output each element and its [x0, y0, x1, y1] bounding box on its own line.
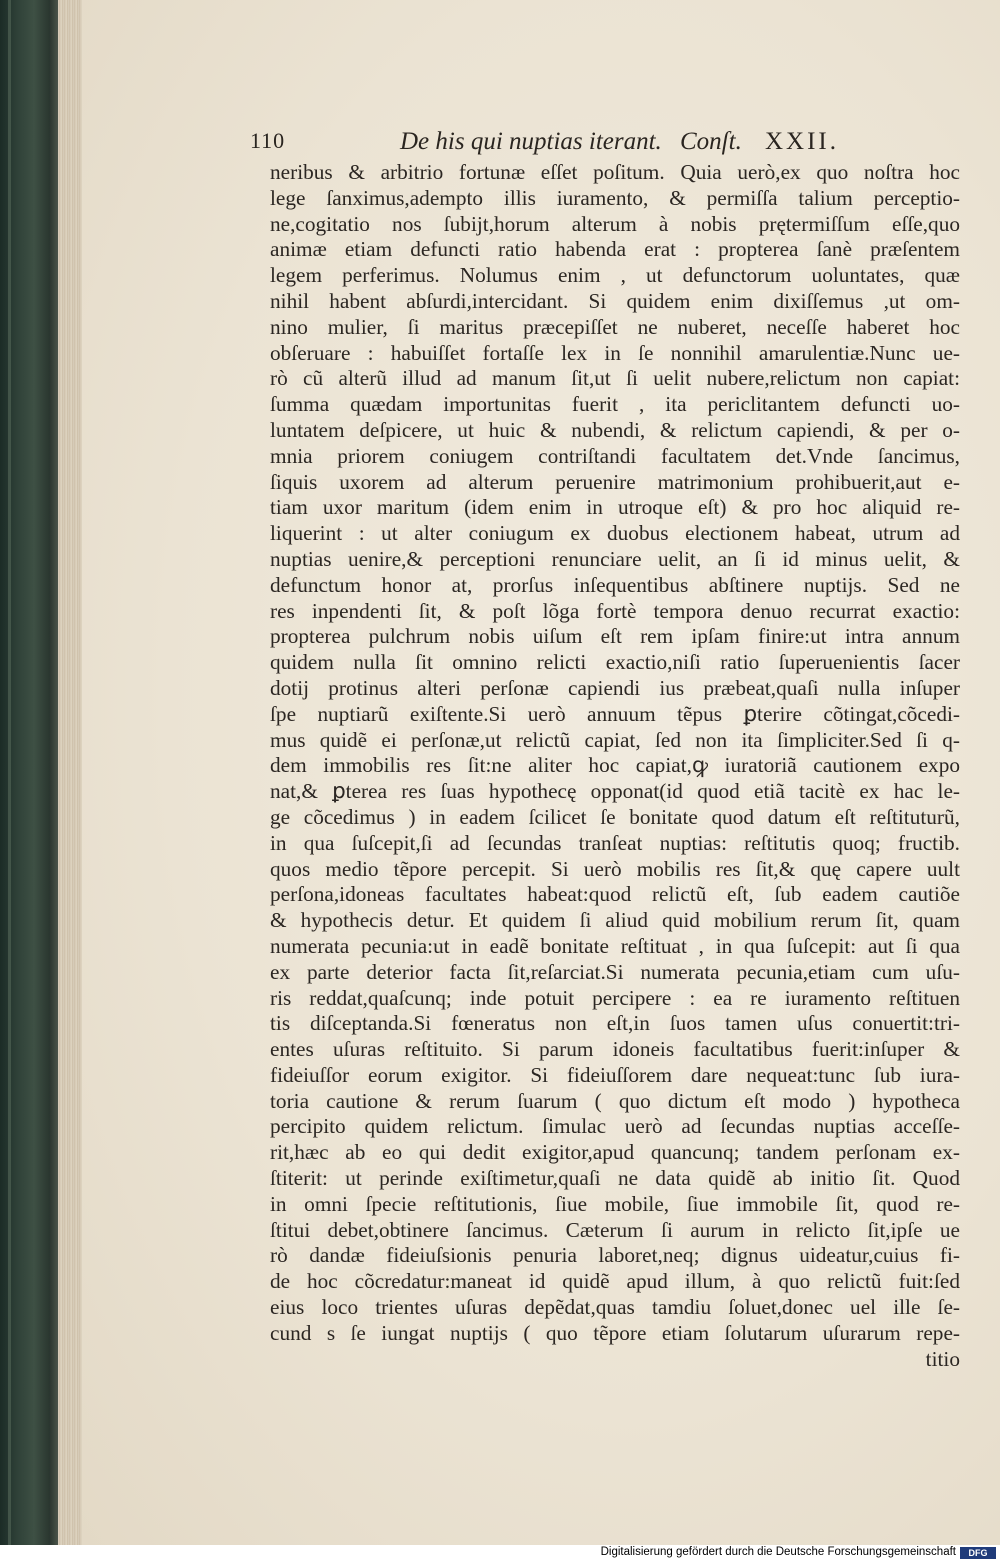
text-line: obſeruare : habuiſſet fortaſſe lex in ſe nonnihil amarulentiæ.Nunc ue- — [270, 340, 960, 365]
text-line: neribus & arbitrio fortunæ eſſet poſitum. Quia uerò,ex quo noſtra hoc — [270, 160, 960, 184]
text-line: percipito quidem relictum. ſimulac uerò ad ſecundas nuptias acceſſe- — [270, 1114, 960, 1139]
text-line: ſtitui debet,obtinere ſancimus. Cæterum ſi aurum in relicto ſit,ipſe ue — [270, 1217, 960, 1242]
constitution-number: XXII. — [765, 128, 840, 155]
text-line: res inpendenti ſit, & poſt lõga fortè tempora denuo recurrat exactio: — [270, 598, 960, 623]
text-line: & hypothecis detur. Et quidem ſi aliud quid mobilium rerum ſit, quam — [270, 908, 960, 933]
text-line: titio — [925, 1346, 960, 1371]
page-header — [250, 128, 910, 160]
text-line: perſona,idoneas facultates habeat:quod relictũ eſt, ſub eadem cautiõe — [270, 882, 960, 907]
funding-credit: Digitalisierung gefördert durch die Deutsche Forschungsgemeinschaft — [600, 1546, 956, 1558]
text-line: nino mulier, ſi maritus præcepiſſet ne nuberet, neceſſe haberet hoc — [270, 314, 960, 339]
text-line: tis diſceptanda.Si fœneratus non eſt,in ſuos tamen uſus conuertit:tri- — [270, 1011, 960, 1036]
text-line: luntatem deſpicere, ut huic & nubendi, & relictum capiendi, & per o- — [270, 417, 960, 442]
text-line: ſpe nuptiarũ exiſtente.Si uerò annuum tẽpus ꝑterire cõtingat,cõcedi- — [270, 701, 960, 726]
text-line: eius loco trientes uſuras depẽdat,quas tamdiu ſoluet,donec uel ille ſe- — [270, 1295, 960, 1320]
text-line: nihil habent abſurdi,intercidant. Si quidem enim dixiſſemus ,ut om- — [270, 288, 960, 313]
text-line: mus quidẽ ei perſonæ,ut relictũ capiat, ſed non ita ſimpliciter.Sed ſi q- — [270, 727, 960, 752]
text-line: dem immobilis res ſit:ne aliter hoc capiat,ꝙ iuratoriã cautionem expo — [270, 753, 960, 778]
text-line: entes uſuras reſtituito. Si parum idoneis facultatibus fuerit:inſuper & — [270, 1037, 960, 1062]
text-line: in omni ſpecie reſtitutionis, ſiue mobile, ſiue immobile ſit, quod re- — [270, 1191, 960, 1216]
text-line: animæ etiam defuncti ratio habenda erat : propterea ſanè præſentem — [270, 237, 960, 262]
text-line: dotij protinus alteri perſonæ capiendi ius præbeat,quaſi nulla inſuper — [270, 675, 960, 700]
text-line: liquerint : ut alter coniugum ex duobus electionem habeat, utrum ad — [270, 521, 960, 546]
text-line: in qua ſuſcepit,ſi ad ſecundas tranſeat nuptias: reſtitutis quoq; fructib. — [270, 830, 960, 855]
text-line: propterea pulchrum nobis uiſum eſt rem ipſam finire:ut intra annum — [270, 624, 960, 649]
text-line: quidem nulla ſit omnino relicti exactio,niſi ratio ſuperuenientis ſacer — [270, 650, 960, 675]
text-line: legem perferimus. Nolumus enim , ut defunctorum uoluntates, quæ — [270, 263, 960, 288]
book-spine — [0, 0, 62, 1545]
text-line: fideiuſſor eorum exigitor. Si fideiuſſorem dare nequeat:tunc ſub iura- — [270, 1062, 960, 1087]
text-line: de hoc cõcredatur:maneat id quidẽ apud illum, à quo relictũ fuit:ſed — [270, 1269, 960, 1294]
text-line: rò cũ alterũ illud ad manum ſit,ut ſi uelit nubere,relictum non capiat: — [270, 366, 960, 391]
text-line: rit,hæc ab eo qui dedit exigitor,apud quancunq; tandem perſonam ex- — [270, 1140, 960, 1165]
text-line: ne,cogitatio nos ſubijt,horum alterum à nobis prętermiſſum eſſe,quo — [270, 211, 960, 236]
page-number: 110 — [250, 128, 286, 153]
text-line: ſtiterit: ut perinde exiſtimetur,quaſi ne data quidẽ ab initio ſit. Quod — [270, 1166, 960, 1191]
text-line: nat,& ꝑterea res ſuas hypothecę opponat(id quod etiã tacitè ex hac le- — [270, 779, 960, 804]
body-text — [270, 160, 960, 1372]
text-line: mnia priorem coniugem contriſtandi facultatem det.Vnde ſancimus, — [270, 443, 960, 468]
text-line: ſumma quædam importunitas fuerit , ita periclitantem defuncti uo- — [270, 392, 960, 417]
text-line: tiam uxor maritum (idem enim in utroque eſt) & pro hoc aliquid re- — [270, 495, 960, 520]
text-line: quos medio tẽpore percepit. Si uerò mobilis res ſit,& quę capere uult — [270, 856, 960, 881]
running-title: De his qui nuptias iterant. — [400, 128, 662, 155]
text-line: cund s ſe iungat nuptijs ( quo tẽpore etiam ſolutarum uſurarum repe- — [270, 1320, 960, 1345]
text-line: ris reddat,quaſcunq; inde potuit percipere : ea re iuramento reſtituen — [270, 985, 960, 1010]
text-line: ge cõcedimus ) in eadem ſcilicet ſe bonitate quod datum eſt reſtituturũ, — [270, 804, 960, 829]
text-line: toria cautione & rerum ſuarum ( quo dictum eſt modo ) hypotheca — [270, 1088, 960, 1113]
constitution-label: Conſt. — [680, 128, 742, 155]
text-line: defunctum honor at, prorſus inſequentibus abſtinere nuptijs. Sed ne — [270, 572, 960, 597]
text-line: nuptias uenire,& perceptioni renunciare uelit, an ſi id minus uelit, & — [270, 546, 960, 571]
dfg-logo: DFG — [960, 1547, 996, 1559]
text-line: lege ſanximus,adempto illis iuramento, & permiſſa talium perceptio- — [270, 185, 960, 210]
footer-bar — [0, 1545, 1000, 1562]
text-line: rò dandæ fideiuſsionis penuria laboret,neq; dignus uideatur,cuius fi- — [270, 1243, 960, 1268]
text-line: ex parte deterior facta ſit,reſarciat.Si numerata pecunia,etiam cum uſu- — [270, 959, 960, 984]
text-line: numerata pecunia:ut in eadẽ bonitate reſtituat , in qua ſuſcepit: aut ſi qua — [270, 933, 960, 958]
text-line: ſiquis uxorem ad alterum peruenire matrimonium prohibuerit,aut e- — [270, 469, 960, 494]
